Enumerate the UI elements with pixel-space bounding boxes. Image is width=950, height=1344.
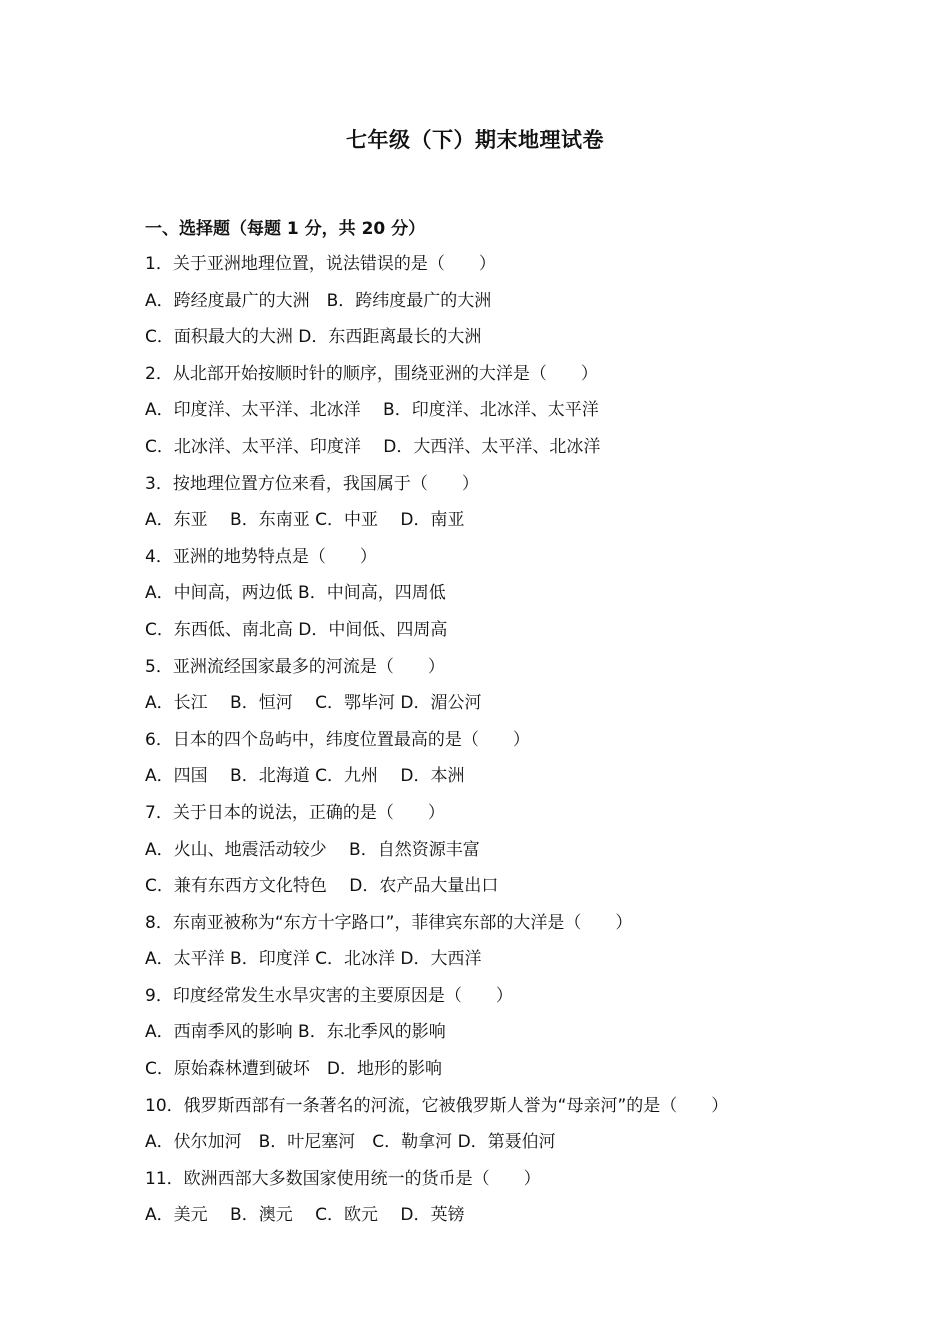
question-8-options: A．太平洋 B．印度洋 C．北冰洋 D．大西洋 — [145, 949, 482, 970]
question-2-options-cd: C．北冰洋、太平洋、印度洋 D．大西洋、太平洋、北冰洋 — [145, 436, 601, 457]
question-11-options: A．美元 B．澳元 C．欧元 D．英镑 — [145, 1205, 465, 1226]
question-list — [145, 250, 865, 1238]
question-5: 5．亚洲流经国家最多的河流是（ ） — [145, 656, 445, 677]
question-6: 6．日本的四个岛屿中，纬度位置最高的是（ ） — [145, 729, 530, 750]
question-1-options-ab: A．跨经度最广的大洲 B．跨纬度最广的大洲 — [145, 290, 492, 311]
question-7-options-cd: C．兼有东西方文化特色 D．农产品大量出口 — [145, 876, 499, 897]
question-2-options-ab: A．印度洋、太平洋、北冰洋 B．印度洋、北冰洋、太平洋 — [145, 400, 599, 421]
question-9: 9．印度经常发生水旱灾害的主要原因是（ ） — [145, 985, 513, 1006]
question-1-options-cd: C．面积最大的大洲 D．东西距离最长的大洲 — [145, 327, 482, 348]
question-6-options: A．四国 B．北海道 C．九州 D．本洲 — [145, 766, 465, 787]
question-2: 2．从北部开始按顺时针的顺序，围绕亚洲的大洋是（ ） — [145, 363, 598, 384]
question-10: 10．俄罗斯西部有一条著名的河流，它被俄罗斯人誉为“母亲河”的是（ ） — [145, 1095, 729, 1116]
question-11: 11．欧洲西部大多数国家使用统一的货币是（ ） — [145, 1168, 541, 1189]
question-5-options: A．长江 B．恒河 C．鄂毕河 D．湄公河 — [145, 693, 482, 714]
question-3: 3．按地理位置方位来看，我国属于（ ） — [145, 473, 479, 494]
question-4-options-cd: C．东西低、南北高 D．中间低、四周高 — [145, 619, 448, 640]
question-7-options-ab: A．火山、地震活动较少 B．自然资源丰富 — [145, 839, 480, 860]
section-heading: 一、选择题（每题 1 分，共 20 分） — [145, 219, 426, 239]
question-9-options-cd: C．原始森林遭到破坏 D．地形的影响 — [145, 1059, 442, 1080]
page-title: 七年级（下）期末地理试卷 — [346, 128, 604, 152]
question-9-options-ab: A．西南季风的影响 B．东北季风的影响 — [145, 1022, 446, 1043]
question-1: 1．关于亚洲地理位置，说法错误的是（ ） — [145, 254, 496, 274]
question-3-options: A．东亚 B．东南亚 C．中亚 D．南亚 — [145, 510, 465, 531]
question-4-options-ab: A．中间高，两边低 B．中间高，四周低 — [145, 583, 446, 604]
question-4: 4．亚洲的地势特点是（ ） — [145, 546, 377, 567]
question-10-options: A．伏尔加河 B．叶尼塞河 C．勒拿河 D．第聂伯河 — [145, 1132, 556, 1153]
question-7: 7．关于日本的说法，正确的是（ ） — [145, 802, 445, 823]
question-8: 8．东南亚被称为“东方十字路口”，菲律宾东部的大洋是（ ） — [145, 912, 633, 933]
